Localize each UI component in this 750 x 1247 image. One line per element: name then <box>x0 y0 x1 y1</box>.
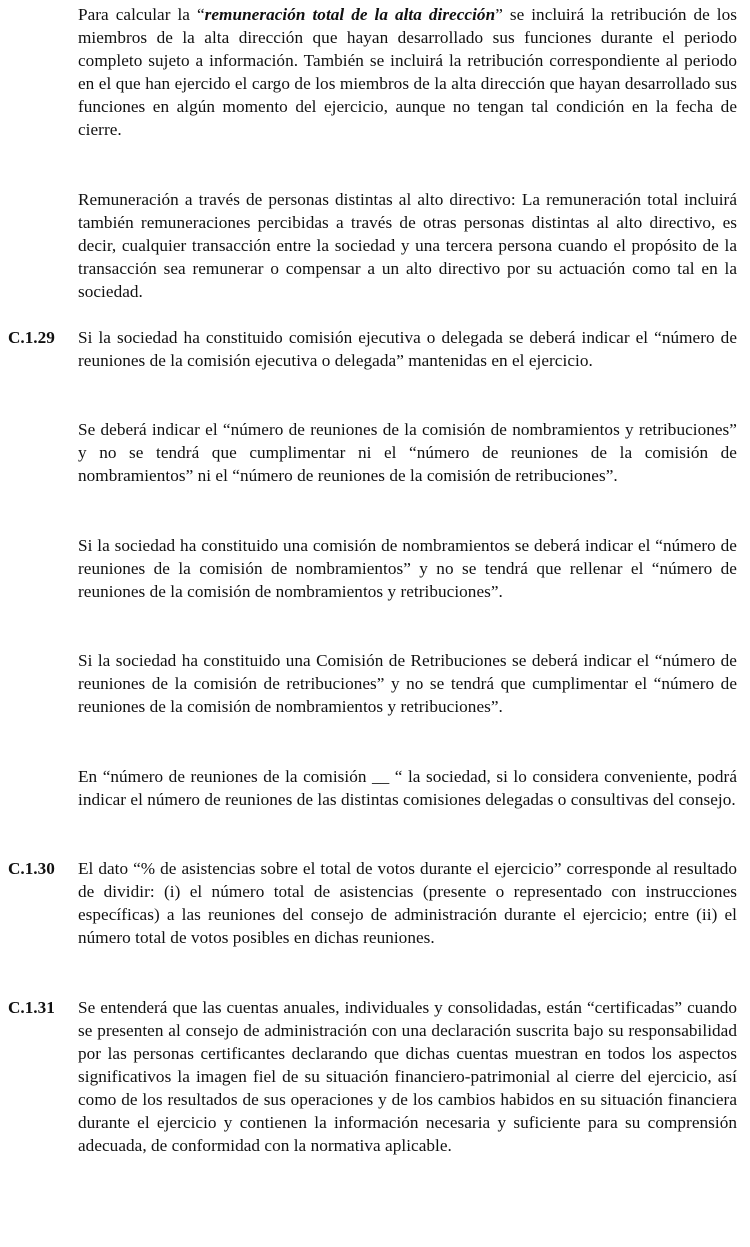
body-text: ”. <box>490 697 503 716</box>
paragraph-comision-ejecutiva <box>78 326 737 372</box>
body-text: cuando se presenten al consejo de administración con una declaración suscrita bajo su responsabilidad por las personas certificantes declarando que dichas cuentas muestran en todos los aspectos significativos la imagen fiel de su situación financiero-patrimonial al cierre del ejercicio, así como de los resultados de sus operaciones y de los cambios habidos en su situación financiera durante el ejercicio y contienen la información necesaria y suficiente para su comprensión adecuada, de conformidad con la normativa aplicable. <box>78 998 737 1155</box>
body-text: ”. <box>605 466 618 485</box>
section-number-c129: C.1.29 <box>8 328 55 347</box>
paragraph-comision-retribuciones <box>78 649 737 718</box>
body-text: ”. <box>490 582 503 601</box>
body-text: corresponde al resultado de dividir: (i) el número total de asistencias (presente o representado con instrucciones específicas) a las reuniones del consejo de administración durante el ejercicio; entre (ii) el número total de votos posibles en dichas reuniones. <box>78 859 737 947</box>
emphasis-text: número de reuniones de la comisión __ <box>110 767 390 786</box>
emphasis-text: número de reuniones de la comisión ejecutiva o delegada <box>78 328 737 370</box>
paragraph-remuneracion-terceros <box>78 188 737 303</box>
body-text: ” se incluirá la retribución de los miembros de la alta dirección que hayan desarrollado sus funciones durante el periodo completo sujeto a información. También se incluirá la retribución correspondiente al periodo en el que han ejercido el cargo de los miembros de la alta dirección que hayan desarrollado sus funciones en algún momento del ejercicio, aunque no tengan tal condición en la fecha de cierre. <box>78 5 738 139</box>
emphasis-text: “% de asistencias sobre el total de votos durante el ejercicio” <box>133 859 562 878</box>
emphasis-text: remuneración total de la alta dirección <box>204 5 496 24</box>
body-text: ” y no se tendrá que rellenar el “ <box>403 559 660 578</box>
body-text: Remuneración a través de personas distintas al alto directivo: La remuneración total incluirá también remuneraciones percibidas a través de otras personas distintas al alto directivo, es decir, cualquier transacción entre la sociedad y una tercera persona cuando el propósito de la transacción sea remunerar o compensar a un alto directivo por su actuación como tal en la sociedad. <box>78 190 737 301</box>
body-text: ” mantenidas en el ejercicio. <box>396 351 593 370</box>
body-text: ” ni el “ <box>185 466 240 485</box>
emphasis-text: número de reuniones de la comisión de nombramientos y retribuciones <box>78 559 737 601</box>
body-text: ” y no se tendrá que cumplimentar ni el “ <box>78 420 737 462</box>
body-text: Se entenderá que las cuentas anuales, individuales y consolidadas, están <box>78 998 587 1017</box>
paragraph-cuentas-certificadas <box>78 996 737 1157</box>
body-text: ” y no se tendrá que cumplimentar el “ <box>376 674 662 693</box>
emphasis-text: número de reuniones de la comisión de nombramientos y retribuciones <box>78 674 737 716</box>
paragraph-remuneracion-alta-direccion <box>78 3 737 141</box>
body-text: Si la sociedad ha constituido comisión ejecutiva o delegada se deberá indicar el “ <box>78 328 662 347</box>
paragraph-otras-comisiones <box>78 765 737 811</box>
body-text: El dato <box>78 859 134 878</box>
body-text: Se deberá indicar el “ <box>78 420 231 439</box>
body-text: Si la sociedad ha constituido una Comisión de Retribuciones se deberá indicar el “ <box>78 651 663 670</box>
body-text: “ la sociedad, si lo considera conveniente, podrá indicar el número de reuniones de las distintas comisiones delegadas o consultivas del consejo. <box>78 767 737 809</box>
emphasis-text: número de reuniones de la comisión de retribuciones <box>78 651 737 693</box>
body-text: En “ <box>78 767 111 786</box>
body-text: Si la sociedad ha constituido una comisión de nombramientos se deberá indicar el “ <box>78 536 663 555</box>
emphasis-text: número de reuniones de la comisión de nombramientos y retribuciones <box>230 420 730 439</box>
paragraph-porcentaje-asistencias <box>78 857 737 949</box>
emphasis-text: número de reuniones de la comisión de retribuciones <box>239 466 606 485</box>
emphasis-text: número de reuniones de la comisión de nombramientos <box>78 536 737 578</box>
emphasis-text: número de reuniones de la comisión de nombramientos <box>78 443 737 485</box>
paragraph-comision-nombramientos-retribuciones <box>78 418 737 487</box>
paragraph-comision-nombramientos <box>78 534 737 603</box>
emphasis-text: “certificadas” <box>586 998 683 1017</box>
section-number-c130: C.1.30 <box>8 859 55 878</box>
section-number-c131: C.1.31 <box>8 998 55 1017</box>
body-text: Para calcular la “ <box>78 5 205 24</box>
